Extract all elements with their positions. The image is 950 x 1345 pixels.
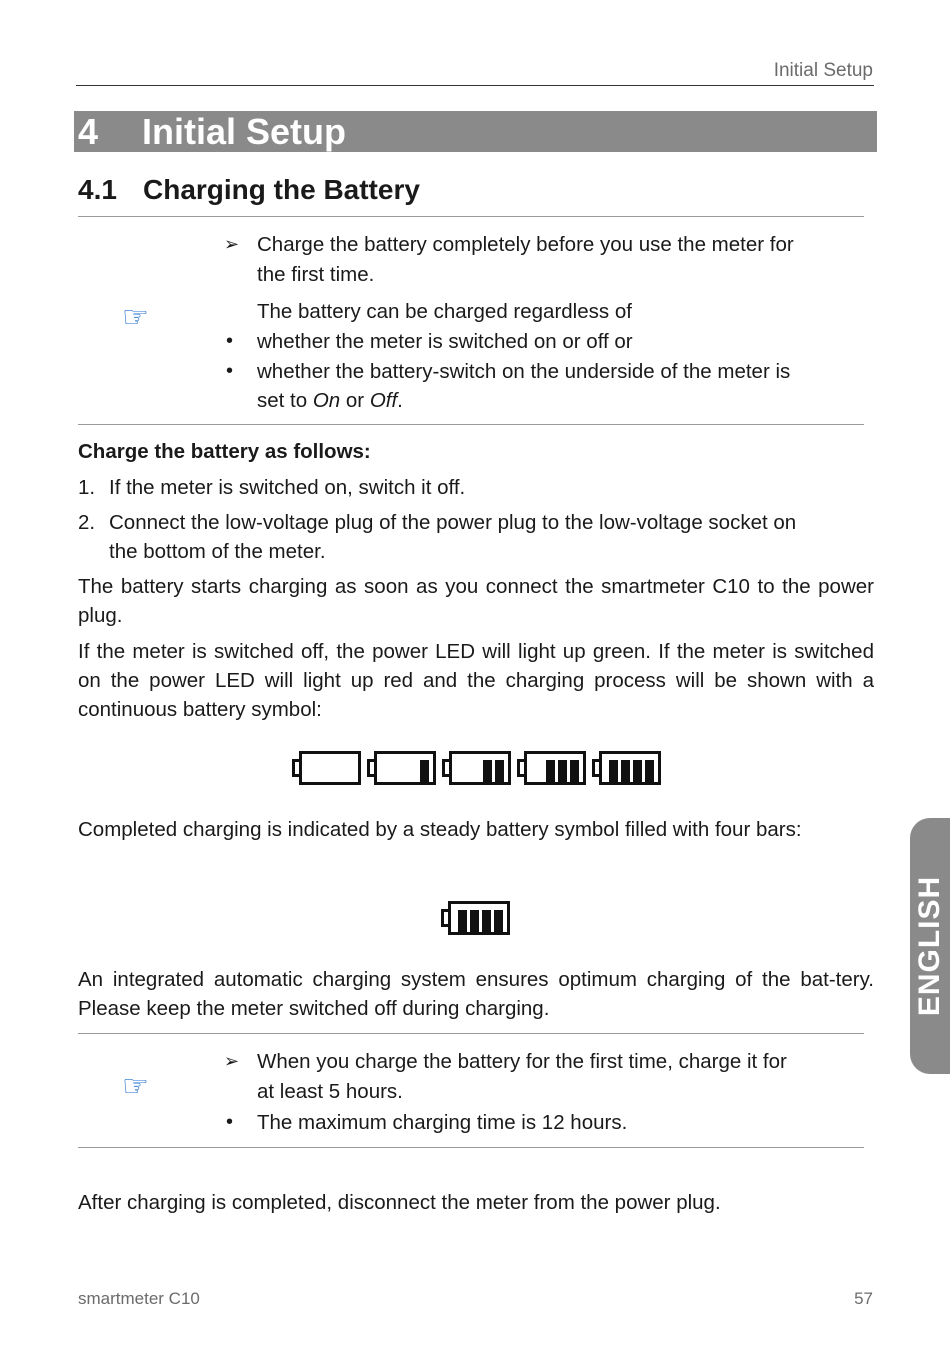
pointing-hand-icon: ☞ (122, 1070, 149, 1103)
battery-icon (292, 751, 362, 785)
battery-bar (558, 760, 567, 782)
battery-charging-sequence (292, 751, 662, 787)
paragraph-charging-start: The battery starts charging as soon as you connect the smartmeter C10 to the power plug. (78, 575, 874, 627)
battery-bar (483, 760, 492, 782)
note-rule-top (78, 1033, 864, 1034)
battery-bar (621, 760, 630, 782)
arrowhead-icon: ➢ (224, 234, 240, 254)
note1-bullet2-line2 (257, 386, 403, 415)
paragraph-completed: Completed charging is indicated by a steady battery symbol filled with four bars: (78, 818, 802, 841)
paragraph-auto-charging: An integrated automatic charging system ensures optimum charging of the bat-tery. Please keep the meter switched off during charging. (78, 968, 874, 1020)
pointing-hand-icon: ☞ (122, 301, 149, 334)
paragraph-disconnect: After charging is completed, disconnect the meter from the power plug. (78, 1191, 721, 1214)
arrowhead-icon: ➢ (224, 1051, 240, 1071)
note1-action-line1: Charge the battery completely before you use the meter for (257, 233, 794, 256)
battery-body (299, 751, 361, 785)
page-number: 57 (854, 1289, 873, 1308)
step-number: 2. (78, 511, 96, 534)
chapter-title: Initial Setup (142, 111, 347, 152)
step-1-text: If the meter is switched on, switch it off. (109, 476, 466, 499)
language-tab (910, 818, 950, 1074)
chapter-number: 4 (78, 111, 99, 152)
battery-body (524, 751, 586, 785)
running-header: Initial Setup (773, 60, 873, 81)
step-2-line2: the bottom of the meter. (109, 540, 326, 563)
note-rule-bottom (78, 424, 864, 425)
note2-action-line2: at least 5 hours. (257, 1080, 403, 1103)
battery-bar (570, 760, 579, 782)
note-rule-top (78, 216, 864, 217)
note1-action-line2: the first time. (257, 263, 375, 286)
section-number: 4.1 (78, 174, 117, 205)
note-rule-bottom (78, 1147, 864, 1148)
battery-body (599, 751, 661, 785)
battery-icon (592, 751, 662, 785)
header-rule (76, 85, 874, 86)
bullet-icon: • (226, 360, 234, 382)
text-run-italic: Off (369, 389, 398, 412)
chapter-heading (74, 111, 877, 152)
note2-bullet1: The maximum charging time is 12 hours. (257, 1111, 628, 1134)
battery-body (374, 751, 436, 785)
steps-heading: Charge the battery as follows: (78, 440, 371, 463)
step-2-line1: Connect the low-voltage plug of the power plug to the low-voltage socket on (109, 511, 797, 534)
text-run-italic: On (312, 389, 341, 412)
note1-bullet1: whether the meter is switched on or off or (257, 330, 633, 353)
section-title: Charging the Battery (143, 174, 420, 205)
battery-bar (609, 760, 618, 782)
battery-bar (495, 760, 504, 782)
battery-body (448, 901, 510, 935)
battery-body (449, 751, 511, 785)
note1-intro: The battery can be charged regardless of (257, 300, 632, 323)
text-run: or (340, 389, 370, 412)
language-tab-label: ENGLISH (913, 875, 946, 1017)
battery-icon (367, 751, 437, 785)
battery-bar (494, 910, 503, 932)
battery-bar (420, 760, 429, 782)
note1-bullet2-line1: whether the battery-switch on the underside of the meter is (257, 360, 791, 383)
battery-icon (517, 751, 587, 785)
note2-action-line1: When you charge the battery for the first time, charge it for (257, 1050, 787, 1073)
battery-icon (442, 751, 512, 785)
bullet-icon: • (226, 1111, 234, 1133)
battery-icon (441, 901, 511, 935)
battery-bar (470, 910, 479, 932)
bullet-icon: • (226, 330, 234, 352)
text-run: . (397, 389, 403, 412)
battery-bar (546, 760, 555, 782)
battery-bar (633, 760, 642, 782)
battery-bar (482, 910, 491, 932)
battery-bar (645, 760, 654, 782)
battery-bar (458, 910, 467, 932)
paragraph-led-info: If the meter is switched off, the power LED will light up green. If the meter is switched on the power LED will light up red and the charging process will be shown with a continuous battery symbol: (78, 640, 874, 721)
text-run: set to (257, 389, 313, 412)
step-number: 1. (78, 476, 96, 499)
footer-product: smartmeter C10 (78, 1289, 200, 1308)
battery-full-symbol (441, 901, 513, 937)
